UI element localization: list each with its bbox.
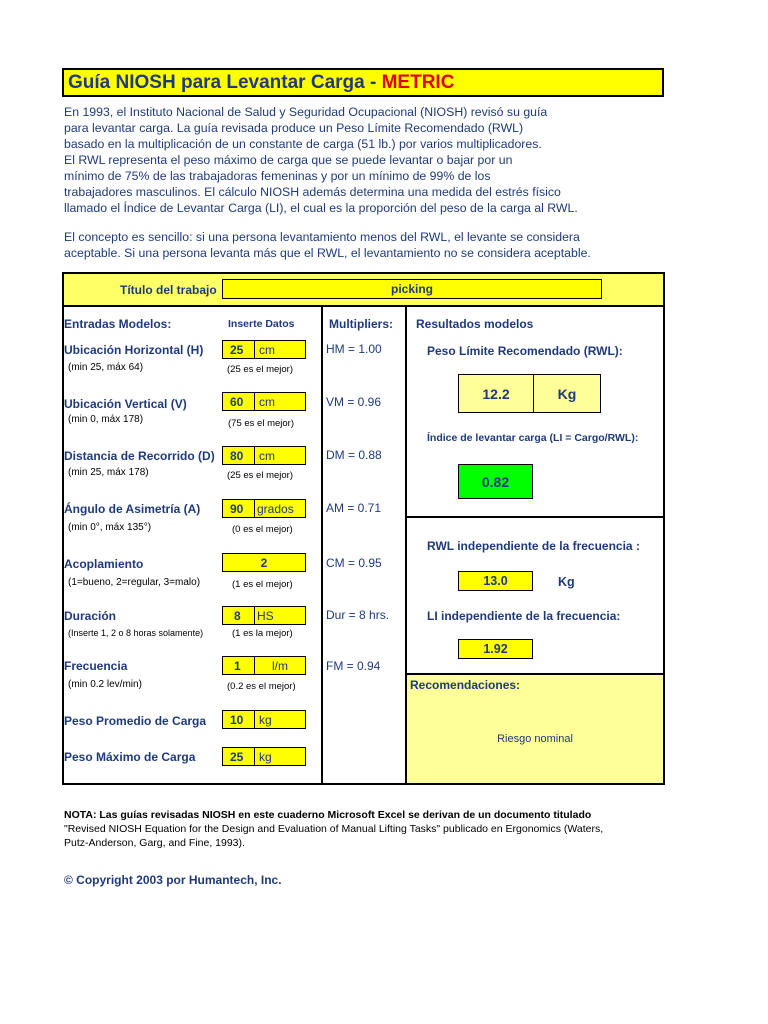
duration-best: (1 es la mejor) [232,628,293,639]
asymmetry-unit: grados [257,502,294,516]
duration-value: 8 [234,609,241,623]
inputs-header: Entradas Modelos: [64,317,172,331]
concept-line: aceptable. Si una persona levanta más que el RWL, el levantamiento no se considera aceptable. [64,246,591,260]
hm-multiplier: HM = 1.00 [326,342,382,356]
note-line: "Revised NIOSH Equation for the Design and Evaluation of Manual Lifting Tasks" publicado en Ergonomics (Waters, [64,823,604,835]
frequency-range: (min 0.2 lev/min) [68,679,142,690]
cell-divider [254,748,255,765]
coupling-best: (1 es el mejor) [232,579,293,590]
average-load-value: 10 [230,713,244,727]
rwl-label: Peso Límite Recomendado (RWL): [427,344,623,358]
intro-line: En 1993, el Instituto Nacional de Salud y Seguridad Ocupacional (NIOSH) revisó su guía [64,105,548,119]
li-value: 0.82 [481,474,510,490]
rwl-fi-unit: Kg [558,575,575,589]
li-box [458,464,533,499]
page-title [68,72,454,94]
recommendations-label: Recomendaciones: [410,678,521,692]
distance-unit: cm [259,449,275,463]
horizontal-value: 25 [230,343,244,357]
average-load-unit: kg [259,713,272,727]
intro-line: llamado el Índice de Levantar Carga (LI), el cual es la proporción del peso de la carga al RWL. [64,201,578,215]
cell-divider [254,711,255,728]
average-load-input[interactable] [222,710,306,729]
cell-divider [254,607,255,624]
column-divider [321,307,323,783]
vm-multiplier: VM = 0.96 [326,395,382,409]
max-load-input[interactable] [222,747,306,766]
copyright: © Copyright 2003 por Humantech, Inc. [64,873,282,887]
coupling-input[interactable] [222,553,306,572]
coupling-value: 2 [260,556,268,570]
max-load-unit: kg [259,750,272,764]
cm-multiplier: CM = 0.95 [326,556,382,570]
vertical-best: (75 es el mejor) [228,418,294,429]
coupling-label: Acoplamiento [64,557,144,571]
coupling-range: (1=bueno, 2=regular, 3=malo) [68,577,201,588]
frequency-label: Frecuencia [64,659,128,673]
vertical-unit: cm [259,395,275,409]
fm-multiplier: FM = 0.94 [326,659,381,673]
cell-divider [254,657,255,674]
frequency-value: 1 [234,659,241,673]
horizontal-range: (min 25, máx 64) [68,362,144,373]
row-divider [407,516,663,518]
frequency-input[interactable] [222,656,306,675]
am-multiplier: AM = 0.71 [326,501,382,515]
job-title-input[interactable]: picking [222,279,602,299]
cell-divider [254,447,255,464]
intro-line: mínimo de 75% de las trabajadoras femeninas y por un mínimo de 99% de los [64,169,491,183]
asymmetry-best: (0 es el mejor) [232,524,293,535]
dm-multiplier: DM = 0.88 [326,448,382,462]
cell-divider [254,500,255,517]
li-fi-box [458,639,533,659]
dur-multiplier: Dur = 8 hrs. [326,608,390,622]
results-header: Resultados modelos [416,317,534,331]
duration-range: (Inserte 1, 2 o 8 horas solamente) [68,628,204,638]
multipliers-header: Multipliers: [329,317,394,331]
li-label: Índice de levantar carga (LI = Cargo/RWL): [427,432,639,444]
concept-line: El concepto es sencillo: si una persona levantamiento menos del RWL, el levante se considera [64,230,580,244]
vertical-value: 60 [230,395,244,409]
duration-input[interactable] [222,606,306,625]
distance-value: 80 [230,449,244,463]
intro-line: El RWL representa el peso máximo de carga que se puede levantar o bajar por un [64,153,513,167]
li-fi-label: LI independiente de la frecuencia: [427,609,621,623]
asymmetry-input[interactable] [222,499,306,518]
job-title-row [62,272,665,307]
horizontal-label: Ubicación Horizontal (H) [64,343,204,357]
vertical-input[interactable] [222,392,306,411]
average-load-label: Peso Promedio de Carga [64,714,207,728]
title-bar [62,68,664,97]
horizontal-unit: cm [259,343,275,357]
intro-line: basado en la multiplicación de un constante de carga (51 lb.) por varios multiplicadores. [64,137,542,151]
vertical-label: Ubicación Vertical (V) [64,397,187,411]
intro-line: para levantar carga. La guía revisada produce un Peso Límite Recomendado (RWL) [64,121,524,135]
rwl-value: 12.2 [482,386,510,402]
rwl-fi-value: 13.0 [483,574,508,588]
note-line: Putz-Anderson, Garg, and Fine, 1993). [64,837,245,849]
max-load-value: 25 [230,750,244,764]
rwl-fi-box [458,571,533,591]
distance-best: (25 es el mejor) [227,470,293,481]
frequency-unit: l/m [272,659,288,673]
intro-line: trabajadores masculinos. El cálculo NIOSH además determina una medida del estrés físico [64,185,561,199]
rwl-unit: Kg [557,386,577,402]
horizontal-best: (25 es el mejor) [227,364,293,375]
cell-divider [254,341,255,358]
rwl-box [458,374,601,413]
frequency-best: (0.2 es el mejor) [227,681,296,692]
recommendation-value: Riesgo nominal [497,733,573,745]
recommendations-area [407,675,663,783]
vertical-range: (min 0, máx 178) [68,414,144,425]
job-title-label: Título del trabajo [120,283,217,297]
horizontal-input[interactable] [222,340,306,359]
asymmetry-label: Ángulo de Asimetría (A) [64,502,201,516]
cell-divider [254,393,255,410]
duration-unit: HS [257,609,274,623]
li-fi-value: 1.92 [483,642,508,656]
distance-range: (min 25, máx 178) [68,467,149,478]
title-main: Guía NIOSH para Levantar Carga - [68,72,382,93]
max-load-label: Peso Máximo de Carga [64,750,196,764]
distance-label: Distancia de Recorrido (D) [64,449,215,463]
rwl-fi-label: RWL independiente de la frecuencia : [427,539,640,553]
title-metric: METRIC [381,72,455,93]
asymmetry-value: 90 [230,502,244,516]
distance-input[interactable] [222,446,306,465]
asymmetry-range: (min 0°, máx 135°) [68,522,152,533]
insert-data-header: Inserte Datos [228,318,295,330]
duration-label: Duración [64,609,117,623]
note-title: NOTA: Las guías revisadas NIOSH en este cuaderno Microsoft Excel se derivan de un documento titulado [64,809,592,821]
